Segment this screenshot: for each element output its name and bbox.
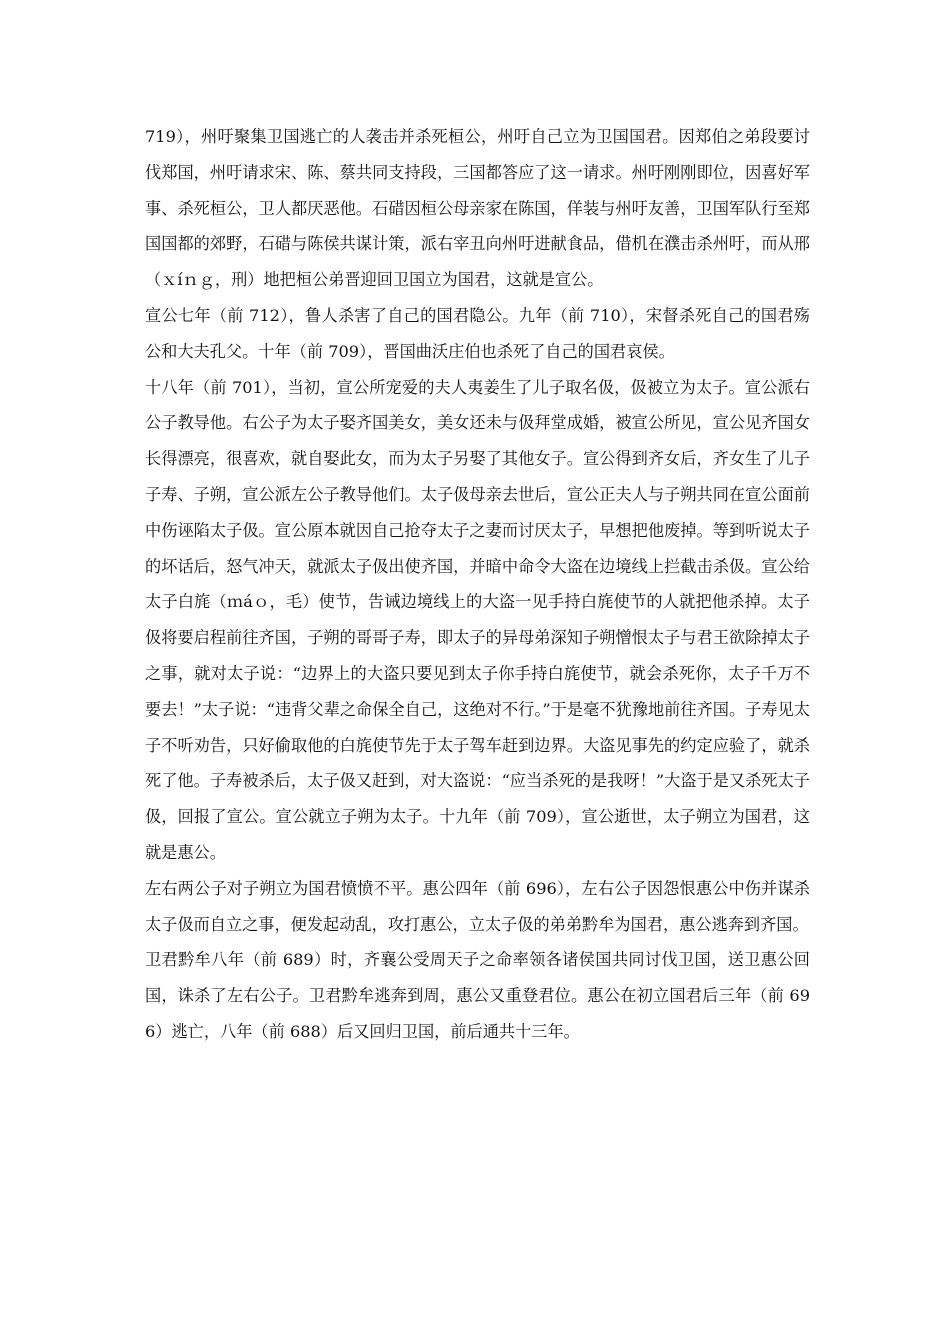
document-body [145, 119, 810, 1050]
paragraph-crown-prince-ji: 十八年（前 701），当初，宣公所宠爱的夫人夷姜生了儿子取名伋，伋被立为太子。宣公派右公子教导他。右公子为太子娶齐国美女，美女还未与伋拜堂成婚，被宣公所见，宣公见齐国女长得漂亮，很喜欢，就自娶此女，而为太子另娶了其他女子。宣公得到齐女后，齐女生了儿子子寿、子朔，宣公派左公子教导他们。太子伋母亲去世后，宣公正夫人与子朔共同在宣公面前中伤诬陷太子伋。宣公原本就因自己抢夺太子之妻而讨厌太子，早想把他废掉。等到听说太子的坏话后，怒气冲天，就派太子伋出使齐国，并暗中命令大盗在边境线上拦截击杀伋。宣公给太子白旄（ｍáｏ，毛）使节，告诫边境线上的大盗一见手持白旄使节的人就把他杀掉。太子伋将要启程前往齐国，子朔的哥哥子寿，即太子的异母弟深知子朔憎恨太子与君王欲除掉太子之事，就对太子说：“边界上的大盗只要见到太子你手持白旄使节，就会杀死你，太子千万不要去！”太子说：“违背父辈之命保全自己，这绝对不行。”于是毫不犹豫地前往齐国。子寿见太子不听劝告，只好偷取他的白旄使节先于太子驾车赶到边界。大盗见事先的约定应验了，就杀死了他。子寿被杀后，太子伋又赶到，对大盗说：“应当杀死的是我呀！”大盗于是又杀死太子伋，回报了宣公。宣公就立子朔为太子。十九年（前 709），宣公逝世，太子朔立为国君，这就是惠公。 [145, 377, 810, 862]
paragraph-huigong-flight: 左右两公子对子朔立为国君愤愤不平。惠公四年（前 696），左右公子因怨恨惠公中伤并谋杀太子伋而自立之事，便发起动乱，攻打惠公，立太子伋的弟弟黔牟为国君，惠公逃奔到齐国。 [145, 878, 810, 934]
paragraph-xuangong-year-seven: 宣公七年（前 712），鲁人杀害了自己的国君隐公。九年（前 710），宋督杀死自己的国君殇公和大夫孔父。十年（前 709），晋国曲沃庄伯也杀死了自己的国君哀侯。 [145, 305, 810, 361]
paragraph-qianmou-year-eight: 卫君黔牟八年（前 689）时，齐襄公受周天子之命率领各诸侯国共同讨伐卫国，送卫惠公回国，诛杀了左右公子。卫君黔牟逃奔到周，惠公又重登君位。惠公在初立国君后三年（前 696）逃亡，八年（前 688）后又回归卫国，前后通共十三年。 [145, 950, 810, 1041]
paragraph-zhouxu-usurpation: 719），州吁聚集卫国逃亡的人袭击并杀死桓公，州吁自己立为卫国国君。因郑伯之弟段要讨伐郑国，州吁请求宋、陈、蔡共同支持段，三国都答应了这一请求。州吁刚刚即位，因喜好军事、杀死桓公，卫人都厌恶他。石碏因桓公母亲家在陈国，佯装与州吁友善，卫国军队行至郑国国都的郊野，石碏与陈侯共谋计策，派右宰丑向州吁进献食品，借机在濮击杀州吁，而从邢（ｘíｎｇ，刑）地把桓公弟晋迎回卫国立为国君，这就是宣公。 [145, 127, 810, 290]
